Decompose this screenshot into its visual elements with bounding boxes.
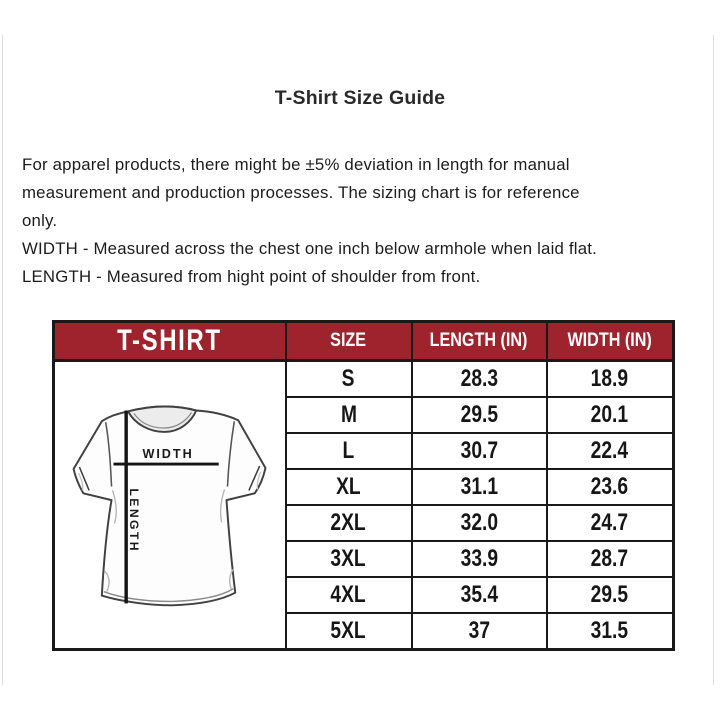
table-header-length-label: LENGTH (IN) (430, 330, 528, 351)
table-header-size (286, 322, 412, 361)
width-cell (547, 577, 674, 613)
width-cell (547, 361, 674, 398)
size-cell (286, 541, 412, 577)
intro-line-length-definition: LENGTH - Measured from hight point of shoulder from front. (22, 267, 481, 286)
length-cell (412, 577, 547, 613)
length-value: 35.4 (460, 581, 498, 608)
size-value: 2XL (330, 509, 367, 536)
size-cell (286, 469, 412, 505)
size-cell (286, 505, 412, 541)
table-header-product (54, 322, 286, 361)
length-cell (412, 541, 547, 577)
width-value: 31.5 (591, 617, 629, 644)
size-cell (286, 433, 412, 469)
width-value: 18.9 (591, 365, 629, 392)
card-right-edge (713, 35, 714, 685)
size-value: 4XL (330, 581, 367, 608)
length-value: 33.9 (460, 545, 498, 572)
size-value: 3XL (330, 545, 367, 572)
width-measure-label: WIDTH (142, 447, 194, 462)
length-value: 31.1 (460, 473, 498, 500)
length-value: 32.0 (460, 509, 498, 536)
size-cell (286, 613, 412, 650)
tshirt-diagram (57, 371, 283, 639)
size-cell (286, 577, 412, 613)
size-value: L (342, 437, 355, 464)
length-cell (412, 433, 547, 469)
table-row-s (54, 361, 674, 398)
width-value: 29.5 (591, 581, 629, 608)
width-value: 22.4 (591, 437, 629, 464)
tshirt-illustration-cell (54, 361, 286, 650)
length-cell (412, 397, 547, 433)
tshirt-outline (73, 407, 265, 606)
intro-line-width-definition: WIDTH - Measured across the chest one inch below armhole when laid flat. (22, 239, 597, 258)
length-value: 29.5 (460, 401, 498, 428)
size-chart-table (52, 320, 675, 651)
width-value: 23.6 (591, 473, 629, 500)
width-cell (547, 613, 674, 650)
table-header-row (54, 322, 674, 361)
length-measure-label: LENGTH (126, 488, 141, 554)
size-value: XL (336, 473, 361, 500)
length-value: 28.3 (460, 365, 498, 392)
size-value: M (340, 401, 357, 428)
size-value: S (342, 365, 355, 392)
page-title: T-Shirt Size Guide (274, 87, 446, 109)
length-value: 30.7 (460, 437, 498, 464)
length-value: 37 (468, 617, 490, 644)
size-cell (286, 397, 412, 433)
intro-text (22, 151, 706, 291)
intro-line-deviation-1: For apparel products, there might be ±5% deviation in length for manual (22, 155, 570, 174)
intro-line-deviation-3: only. (22, 211, 58, 230)
table-header-product-label: T-SHIRT (117, 324, 223, 357)
width-value: 20.1 (591, 401, 629, 428)
intro-line-deviation-2: measurement and production processes. The sizing chart is for reference (22, 183, 580, 202)
width-cell (547, 469, 674, 505)
width-cell (547, 541, 674, 577)
size-cell (286, 361, 412, 398)
length-cell (412, 505, 547, 541)
width-cell (547, 433, 674, 469)
table-header-length (412, 322, 547, 361)
table-header-width (547, 322, 674, 361)
length-cell (412, 361, 547, 398)
card-left-edge (2, 35, 3, 685)
table-header-width-label: WIDTH (IN) (567, 330, 652, 351)
width-value: 24.7 (591, 509, 629, 536)
size-value: 5XL (330, 617, 367, 644)
length-cell (412, 469, 547, 505)
width-cell (547, 505, 674, 541)
width-cell (547, 397, 674, 433)
length-cell (412, 613, 547, 650)
table-header-size-label: SIZE (330, 330, 367, 351)
width-value: 28.7 (591, 545, 629, 572)
